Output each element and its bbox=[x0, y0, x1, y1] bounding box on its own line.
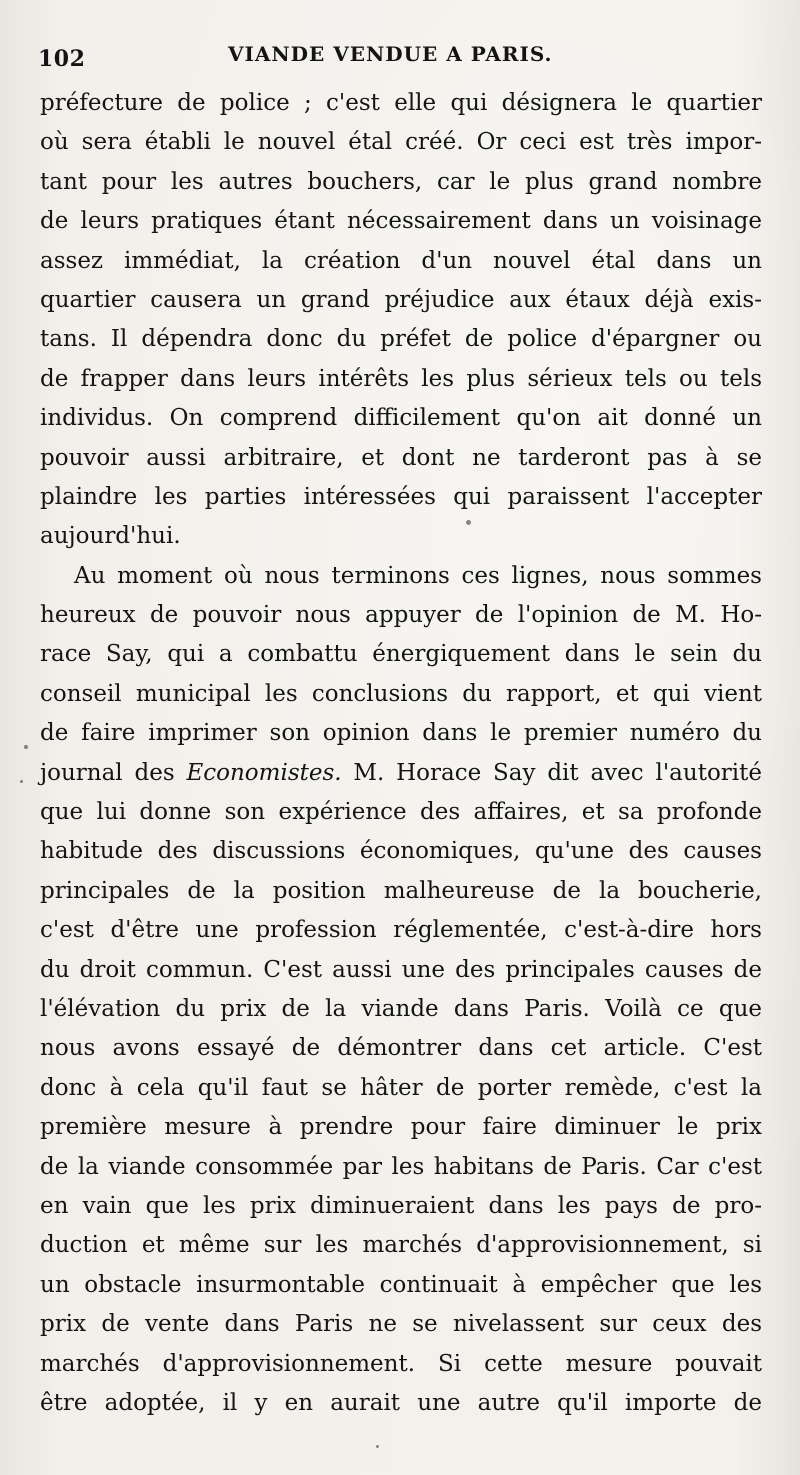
text-line: de faire imprimer son opinion dans le premier numéro du bbox=[40, 720, 762, 747]
text-line: que lui donne son expérience des affaires, et sa profonde bbox=[40, 799, 762, 826]
text-line: préfecture de police ; c'est elle qui désignera le quartier bbox=[40, 90, 762, 116]
text-line-with-journal-title bbox=[40, 754, 762, 793]
ink-speck bbox=[24, 745, 28, 749]
journal-title: Economistes. bbox=[186, 759, 342, 786]
page-number: 102 bbox=[38, 46, 86, 72]
text-line: race Say, qui a combattu énergiquement dans le sein du bbox=[40, 641, 762, 668]
text-line: quartier causera un grand préjudice aux étaux déjà exis- bbox=[40, 286, 762, 313]
text-line: tant pour les autres bouchers, car le plus grand nombre bbox=[40, 168, 762, 195]
text-line: de frapper dans leurs intérêts les plus sérieux tels ou tels bbox=[40, 365, 762, 392]
text-line: habitude des discussions économiques, qu'une des causes bbox=[40, 838, 762, 865]
text-line: première mesure à prendre pour faire diminuer le prix bbox=[40, 1114, 762, 1141]
text-line: où sera établi le nouvel étal créé. Or ceci est très impor- bbox=[40, 129, 762, 156]
ink-speck bbox=[466, 520, 471, 525]
ink-speck bbox=[20, 780, 23, 783]
text-line: tans. Il dépendra donc du préfet de police d'épargner ou bbox=[40, 326, 762, 353]
text-line: c'est d'être une profession réglementée, c'est-à-dire hors bbox=[40, 917, 762, 944]
text-line: individus. On comprend difficilement qu'on ait donné un bbox=[40, 405, 762, 432]
text-line: de la viande consommée par les habitans de Paris. Car c'est bbox=[40, 1153, 762, 1180]
text-line: prix de vente dans Paris ne se nivelassent sur ceux des bbox=[40, 1311, 762, 1338]
text-line: marchés d'approvisionnement. Si cette mesure pouvait bbox=[40, 1350, 762, 1377]
text-line: duction et même sur les marchés d'approvisionnement, si bbox=[40, 1232, 762, 1259]
text-line: du droit commun. C'est aussi une des principales causes de bbox=[40, 956, 762, 983]
text-line: assez immédiat, la création d'un nouvel étal dans un bbox=[40, 247, 762, 274]
text-line: de leurs pratiques étant nécessairement dans un voisinage bbox=[40, 208, 762, 235]
paragraph-start-line: Au moment où nous terminons ces lignes, nous sommes bbox=[74, 562, 762, 589]
text-segment: M. Horace Say dit avec l'autorité bbox=[341, 759, 762, 786]
text-line: plaindre les parties intéressées qui paraissent l'accepter bbox=[40, 483, 762, 510]
ink-speck bbox=[376, 1445, 379, 1448]
text-line: un obstacle insurmontable continuait à empêcher que les bbox=[40, 1271, 762, 1298]
text-line: être adoptée, il y en aurait une autre qu'il importe de bbox=[40, 1389, 762, 1416]
text-line: pouvoir aussi arbitraire, et dont ne tarderont pas à se bbox=[40, 444, 762, 471]
running-title: VIANDE VENDUE A PARIS. bbox=[228, 42, 553, 66]
text-line: l'élévation du prix de la viande dans Paris. Voilà ce que bbox=[40, 995, 762, 1022]
paragraph-end-line: aujourd'hui. bbox=[40, 523, 181, 550]
running-head bbox=[38, 38, 758, 78]
text-line: principales de la position malheureuse de la boucherie, bbox=[40, 877, 762, 904]
text-line: conseil municipal les conclusions du rapport, et qui vient bbox=[40, 680, 762, 707]
body-text bbox=[40, 84, 762, 1423]
text-line: nous avons essayé de démontrer dans cet article. C'est bbox=[40, 1035, 762, 1062]
text-line: donc à cela qu'il faut se hâter de porter remède, c'est la bbox=[40, 1074, 762, 1101]
text-line: heureux de pouvoir nous appuyer de l'opinion de M. Ho- bbox=[40, 602, 762, 629]
text-line: en vain que les prix diminueraient dans les pays de pro- bbox=[40, 1192, 762, 1219]
text-segment: journal des bbox=[40, 759, 187, 786]
